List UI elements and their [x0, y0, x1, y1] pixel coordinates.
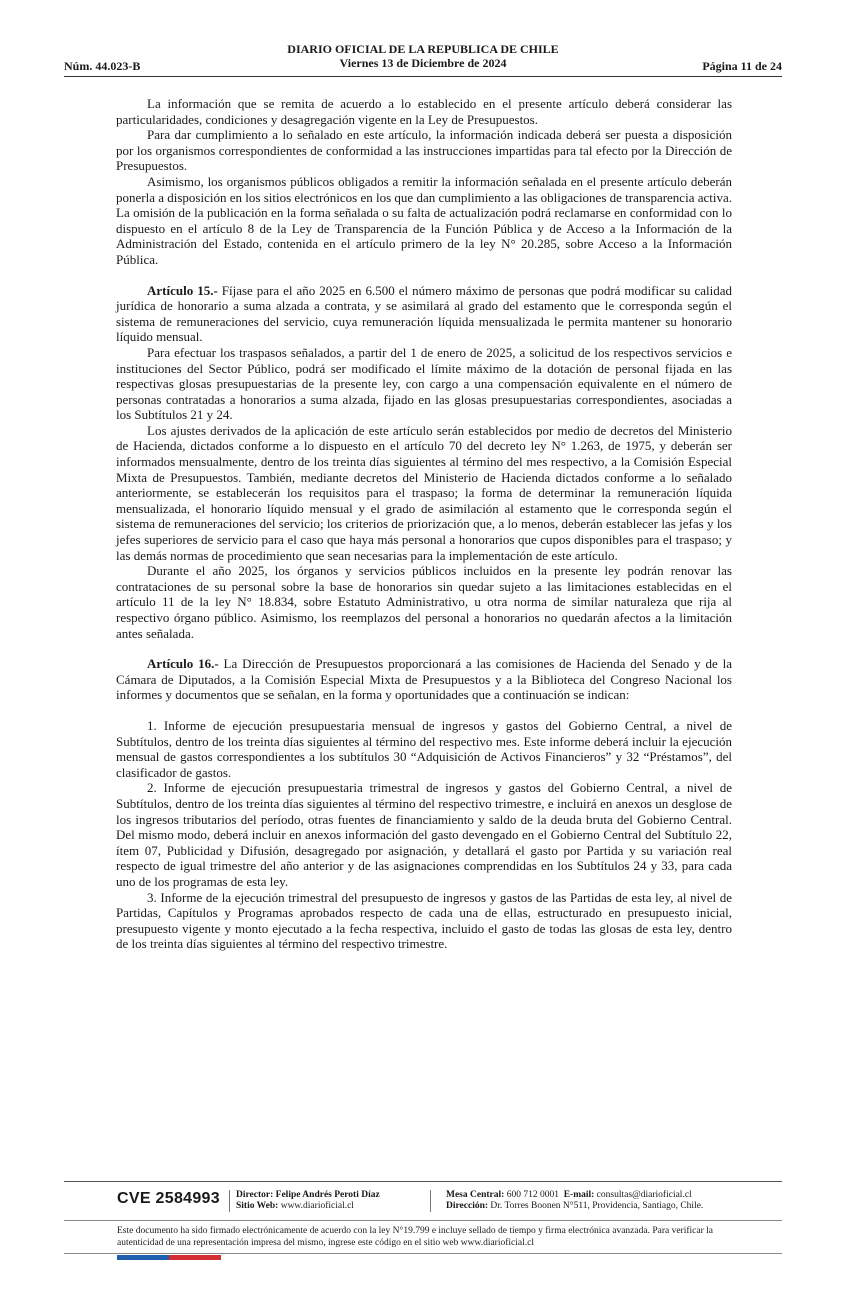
header-title-block — [64, 42, 782, 70]
issue-date: Viernes 13 de Diciembre de 2024 — [339, 56, 507, 70]
website-link[interactable]: www.diarioficial.cl — [280, 1201, 354, 1211]
list-item-2: 2. Informe de ejecución presupuestaria trimestral de ingresos y gastos del Gobierno Central, a nivel de Subtítulos, dentro de los treinta días siguientes al término del respectivo trimestre, e incluirá en anexos un desglose de los ingresos tributarios del período, otras fuentes de financiamiento y saldo de la deuda bruta del Gobierno Central. Del mismo modo, deberá incluir en anexos información del gasto devengado en el Gobierno Central del Subtítulo 22, ítem 07, Publicidad y Difusión, desagregado por asignación, y detallará el gasto por Partida y su variación real respecto de igual trimestre del año anterior y de las asignaciones comprendidas en los Subtítulos 24 y 33, para cada uno de los programas de esta ley. — [116, 780, 732, 889]
document-body — [116, 96, 732, 952]
email-link[interactable]: consultas@diarioficial.cl — [596, 1190, 692, 1200]
footer-divider-bottom — [64, 1253, 782, 1254]
issue-number: Núm. 44.023-B — [64, 59, 141, 73]
flag-blue-segment — [117, 1255, 169, 1260]
footer-contact-block: Mesa Central: 600 712 0001 E-mail: consultas@diarioficial.cl Dirección: Dr. Torres Boonen N°511, Providencia, Santiago, Chile. — [446, 1190, 704, 1211]
paragraph: Para dar cumplimiento a lo señalado en este artículo, la información indicada deberá ser puesta a disposición por los organismos correspondientes de conformidad a las instrucciones impartidas para tal efecto por la Dirección de Presupuestos. — [116, 127, 732, 174]
footer-separator — [430, 1190, 431, 1212]
list-item-1: 1. Informe de ejecución presupuestaria mensual de ingresos y gastos del Gobierno Central, a nivel de Subtítulos, dentro de los treinta días siguientes al término del respectivo mes. Este informe deberá incluir la ejecución mensual de gastos correspondientes a los subtítulos 30 “Adquisición de Activos Financieros” y 32 “Préstamos”, del clasificador de gastos. — [116, 717, 732, 780]
article-15-paragraph: Artículo 15.- Fíjase para el año 2025 en 6.500 el número máximo de personas que podrá modificar su calidad jurídica de honorario a suma alzada a contrata, y se asimilará al grado del estamento que le corresponda según el sistema de remuneraciones del servicio, cuya remuneración líquida mensualizada le permita mantener su honorario líquido mensual. — [116, 282, 733, 345]
page-number: Página 11 de 24 — [702, 59, 782, 73]
phone-number: 600 712 0001 — [506, 1190, 559, 1200]
header-divider — [64, 76, 782, 77]
footer-separator — [229, 1190, 230, 1212]
paragraph: Para efectuar los traspasos señalados, a partir del 1 de enero de 2025, a solicitud de los respectivos servicios e instituciones del Sector Público, podrá ser modificado el límite máximo de la dotación de personal fijada en las respectivas glosas presupuestarias de la presente ley, con cargo a una compensación equivalente en el número de personas contratadas a honorarios a suma alzada, fijado en las glosas presupuestarias correspondientes, asociadas a los Subtítulos 21 y 24. — [116, 344, 732, 423]
director-name: Felipe Andrés Peroti Díaz — [275, 1190, 380, 1200]
signature-disclaimer: Este documento ha sido firmado electrónicamente de acuerdo con la ley N°19.799 e incluye sellado de tiempo y firma electrónica avanzada. Para verificar la autenticidad de una representación impresa del mismo, ingrese este código en el sitio web www.diarioficial.cl — [117, 1226, 713, 1248]
paragraph: Durante el año 2025, los órganos y servicios públicos incluidos en la presente ley podrán renovar las contrataciones de su personal sobre la base de honorarios sin quedar sujeto a las limitaciones establecidas en el artículo 11 de la ley N° 18.834, sobre Estatuto Administrativo, u otra norma de similar naturaleza que rija al respectivo órgano público. Asimismo, los reemplazos del personal a honorarios no quedarán afectos a la limitación antes señalada. — [116, 563, 732, 641]
article-heading: Artículo 15.- — [147, 282, 218, 298]
paragraph: Asimismo, los organismos públicos obligados a remitir la información señalada en el presente artículo deberán ponerla a disposición en los sitios electrónicos en los que dan cumplimiento a las obligaciones de transparencia activa. La omisión de la publicación en la forma señalada o su falta de actualización podrá reclamarse en conformidad con lo dispuesto en el artículo 8 de la Ley de Transparencia de la Función Pública y de Acceso a la Información de la Administración del Estado, contenida en el artículo primero de la ley N° 20.285, sobre Acceso a la Información Pública. — [116, 173, 732, 267]
paragraph: Los ajustes derivados de la aplicación de este artículo serán establecidos por medio de decretos del Ministerio de Hacienda, dictados conforme a lo dispuesto en el artículo 70 del decreto ley N° 1.263, de 1975, y deberán ser informados mensualmente, dentro de los treinta días siguientes al término del mes respectivo, a la Comisión Especial Mixta de Presupuestos. También, mediante decretos del Ministerio de Hacienda dictados conforme a lo señalado anteriormente, se establecerán los requisitos para el traspaso; la forma de determinar la remuneración líquida mensualizada, el honorario líquido mensual y el grado de asimilación al estamento que le corresponda según el sistema de remuneraciones del servicio; los criterios de priorización que, a lo menos, deberán establecer las jefas y los jefes superiores de servicio para el caso que haya más personal a honorarios que cupos disponibles para el traspaso; y las demás normas de procedimiento que sean necesarias para la implementación de este artículo. — [116, 422, 732, 563]
paragraph: La información que se remita de acuerdo a lo establecido en el presente artículo deberá considerar las particularidades, condiciones y desagregación vigente en la Ley de Presupuestos. — [116, 96, 732, 127]
flag-stripe — [117, 1255, 221, 1260]
address: Dr. Torres Boonen N°511, Providencia, Santiago, Chile. — [490, 1201, 704, 1211]
footer-divider-top — [64, 1181, 782, 1182]
cve-code: CVE 2584993 — [117, 1190, 220, 1207]
list-item-3: 3. Informe de la ejecución trimestral del presupuesto de ingresos y gastos de las Partidas de esta ley, al nivel de Partidas, Capítulos y Programas aprobados respecto de cada una de ellas, estructurado en presupuesto inicial, presupuesto vigente y monto ejecutado a la fecha respectiva, incluido el gasto de todas las glosas de esta ley, dentro de los treinta días siguientes al término del respectivo trimestre. — [116, 889, 732, 952]
flag-red-segment — [169, 1255, 221, 1260]
footer-director-block: Director: Felipe Andrés Peroti Díaz Sitio Web: www.diarioficial.cl — [236, 1190, 380, 1211]
newspaper-title: DIARIO OFICIAL DE LA REPUBLICA DE CHILE — [287, 42, 559, 56]
article-16-paragraph: Artículo 16.- La Dirección de Presupuestos proporcionará a las comisiones de Hacienda del Senado y de la Cámara de Diputados, a la Comisión Especial Mixta de Presupuestos y a la Biblioteca del Congreso Nacional los informes y documentos que se señalan, en la forma y oportunidades que a continuación se indican: — [116, 656, 732, 703]
article-heading: Artículo 16.- — [147, 656, 219, 672]
footer-divider-mid — [64, 1220, 782, 1221]
page-header — [64, 42, 782, 76]
